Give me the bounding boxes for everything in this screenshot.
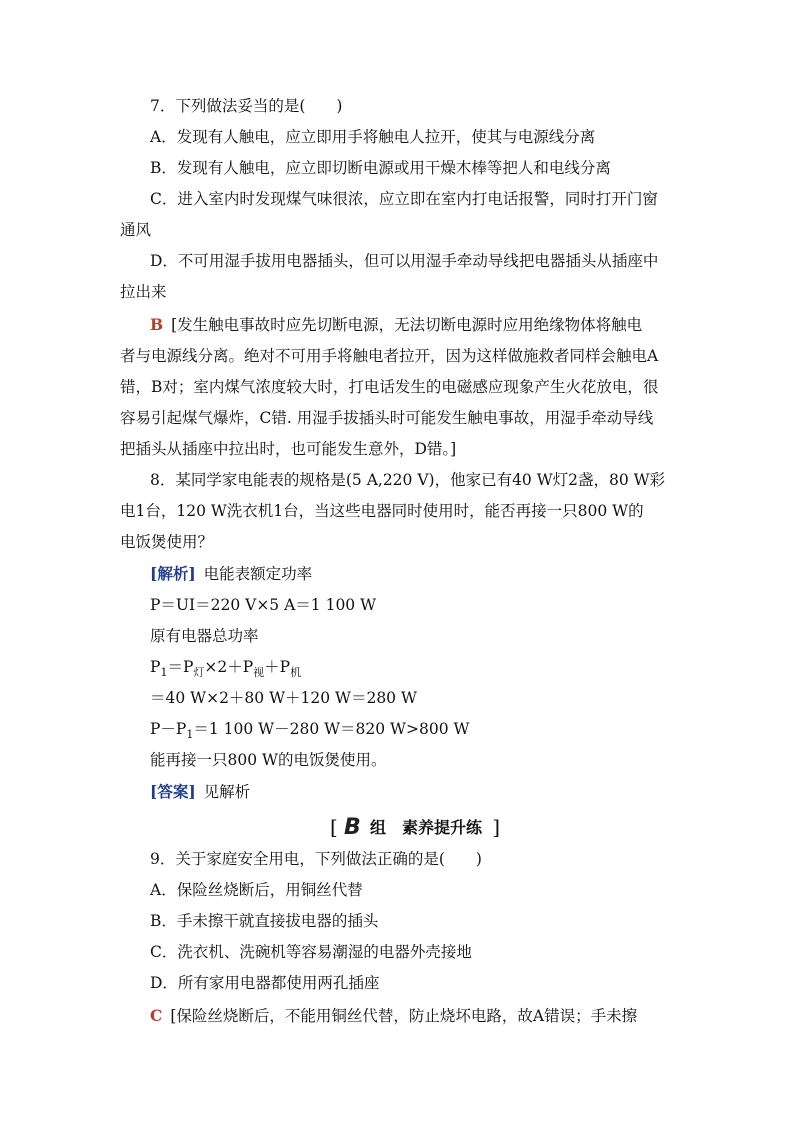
q8-sub-machine: 机	[290, 666, 302, 679]
q8-conclusion: 能再接一只800 W的电饭煲使用。	[150, 751, 387, 769]
q8-answer-tag: [答案]	[150, 782, 196, 801]
group-b-header	[330, 815, 500, 841]
q7-option-d-line1: D．不可用湿手拔用电器插头，但可以用湿手牵动导线把电器插头从插座中	[150, 252, 659, 270]
q7-explanation-line2: 者与电源线分离。绝对不可用手将触电者拉开，因为这样做施救者同样会触电A	[120, 347, 659, 365]
q7-explanation-line4: 容易引起煤气爆炸，C错. 用湿手拔插头时可能发生触电事故，用湿手牵动导线	[120, 409, 654, 427]
q9-explanation-line1	[150, 1005, 710, 1027]
q7-answer-letter: B	[150, 315, 164, 334]
q8-line5-subscript: 1	[186, 728, 194, 741]
q7-explanation-line3: 错，B对；室内煤气浓度较大时，打电话发生的电磁感应现象产生火花放电，很	[120, 378, 659, 396]
q8-formula-4: ＝40 W×2＋80 W＋120 W＝280 W	[150, 689, 417, 707]
q8-analysis-tag: [解析]	[150, 564, 196, 583]
q9-option-b: B．手未擦干就直接拔电器的插头	[150, 912, 379, 930]
q8-stem-line3: 电饭煲使用？	[120, 533, 214, 551]
q7-explanation-text1: [发生触电事故时应先切断电源，无法切断电源时应用绝缘物体将触电	[171, 316, 643, 334]
q9-option-c: C．洗衣机、洗碗机等容易潮湿的电器外壳接地	[150, 943, 472, 961]
q8-answer-text: 见解析	[203, 783, 251, 801]
q8-answer-line	[150, 781, 710, 803]
q7-option-b: B．发现有人触电，应立即切断电源或用干燥木棒等把人和电线分离	[150, 159, 611, 177]
q9-option-a: A．保险丝烧断后，用铜丝代替	[150, 881, 363, 899]
q8-sub-tv: 视	[253, 666, 265, 679]
q8-analysis-text: 电能表额定功率	[203, 565, 313, 583]
q9-explanation-text1: [保险丝烧断后，不能用铜丝代替，防止烧坏电路，故A错误；手未擦	[170, 1007, 638, 1025]
q8-p1-eq: ＝P	[167, 658, 194, 676]
q8-line5-a: P－P	[150, 720, 187, 738]
q7-explanation-line1	[150, 314, 710, 336]
group-b-bracket-left: [	[330, 815, 338, 839]
group-b-bracket-right: ]	[492, 815, 500, 839]
q8-text-2: 原有电器总功率	[150, 627, 259, 645]
group-b-title: 组 素养提升练	[370, 818, 483, 837]
q8-p1-mid: ×2＋P	[204, 658, 254, 676]
q9-answer-letter: C	[150, 1006, 163, 1025]
q8-formula-1: P＝UI＝220 V×5 A＝1 100 W	[150, 596, 377, 614]
q8-p1-symbol: P	[150, 658, 161, 676]
q8-analysis-line	[150, 563, 710, 585]
q8-line5-b: ＝1 100 W－280 W＝820 W>800 W	[193, 720, 470, 738]
q9-stem: 9．关于家庭安全用电，下列做法正确的是( )	[150, 850, 482, 868]
q8-p1-subscript: 1	[160, 666, 168, 679]
q7-option-a: A．发现有人触电，应立即用手将触电人拉开，使其与电源线分离	[150, 128, 596, 146]
q8-p1-plus: ＋P	[264, 658, 291, 676]
q7-stem: 7．下列做法妥当的是( )	[150, 97, 343, 115]
q9-option-d: D．所有家用电器都使用两孔插座	[150, 974, 380, 992]
q7-option-c-line2: 通风	[120, 221, 152, 239]
q8-sub-light: 灯	[193, 666, 205, 679]
group-b-letter: B	[344, 815, 361, 840]
q8-formula-3	[150, 656, 710, 680]
q8-formula-5	[150, 718, 710, 742]
q7-explanation-line5: 把插头从插座中拉出时，也可能发生意外，D错。]	[120, 440, 457, 458]
q7-option-c-line1: C．进入室内时发现煤气味很浓，应立即在室内打电话报警，同时打开门窗	[150, 190, 658, 208]
q8-stem-line1: 8．某同学家电能表的规格是(5 A,220 V)，他家已有40 W灯2盏，80 W彩	[150, 471, 666, 489]
q8-stem-line2: 电1台，120 W洗衣机1台，当这些电器同时使用时，能否再接一只800 W的	[120, 502, 644, 520]
q7-option-d-line2: 拉出来	[120, 283, 167, 301]
